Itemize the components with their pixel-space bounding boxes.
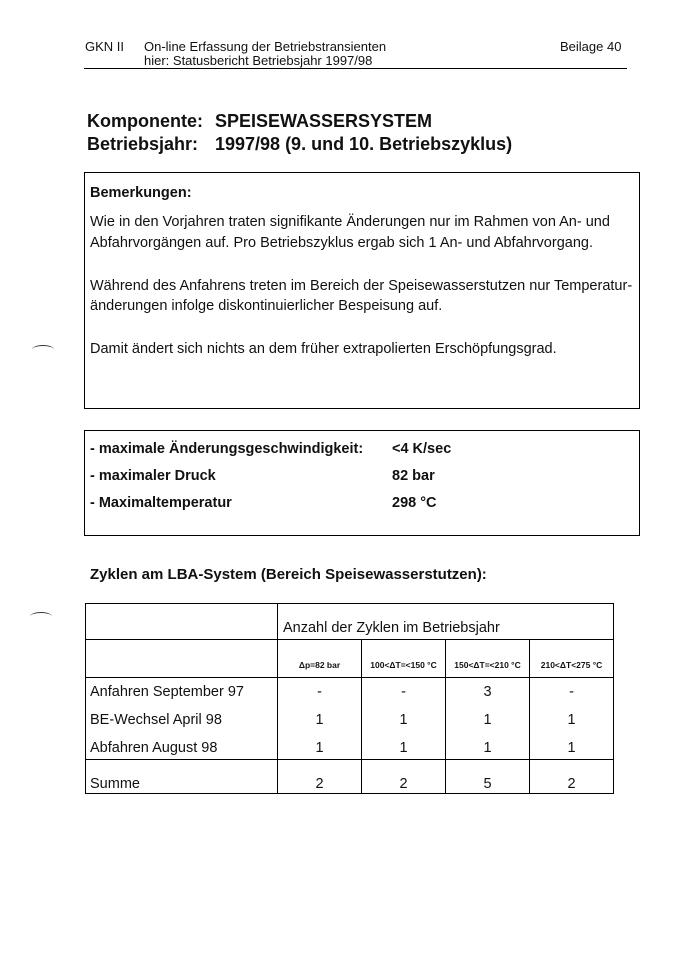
table-line [85, 603, 614, 604]
component-label: Komponente: [87, 111, 203, 131]
remarks-p1-line1: Wie in den Vorjahren traten signifikante Änderungen nur im Rahmen von An- und [90, 214, 610, 230]
table-cell: 1 [315, 712, 324, 728]
column-header: 210<ΔT<275 °C [540, 660, 603, 670]
table-line [85, 793, 614, 794]
total-label: Summe [90, 776, 140, 792]
remarks-p2-line1: Während des Anfahrens treten im Bereich der Speisewasserstutzen nur Temperatur- [90, 278, 633, 294]
margin-mark-2 [30, 612, 52, 621]
table-cell: 1 [567, 740, 576, 756]
total-cell: 5 [483, 776, 492, 792]
param-label-0: - maximale Änderungsgeschwindigkeit: [90, 441, 364, 457]
param-label-1: - maximaler Druck [90, 468, 216, 484]
row-label: BE-Wechsel April 98 [90, 712, 222, 728]
row-label: Abfahren August 98 [90, 740, 218, 756]
year-label: Betriebsjahr: [87, 134, 199, 154]
column-header: 150<ΔT=<210 °C [454, 660, 521, 670]
table-cell: 1 [567, 712, 576, 728]
header-line1: On-line Erfassung der Betriebstransienten [144, 39, 387, 54]
table-cell: 1 [483, 740, 492, 756]
remarks-p1-line2: Abfahrvorgängen auf. Pro Betriebszyklus ergab sich 1 An- und Abfahrvorgang. [90, 235, 593, 251]
table-cell: - [569, 684, 574, 700]
column-header: 100<ΔT=<150 °C [370, 660, 437, 670]
header-org: GKN II [85, 39, 125, 54]
table-line [613, 603, 614, 794]
component-value: SPEISEWASSERSYSTEM [215, 111, 433, 131]
header-attachment: Beilage 40 [560, 39, 622, 54]
remarks-p2-line2: änderungen infolge diskontinuierlicher Bespeisung auf. [90, 298, 443, 314]
table-group-header: Anzahl der Zyklen im Betriebsjahr [283, 620, 500, 636]
remarks-p3: Damit ändert sich nichts an dem früher extrapolierten Erschöpfungsgrad. [90, 341, 557, 357]
table-line [85, 603, 86, 794]
table-cell: 1 [399, 740, 408, 756]
total-cell: 2 [315, 776, 324, 792]
remarks-heading: Bemerkungen: [90, 185, 192, 201]
param-value-0: <4 K/sec [392, 441, 452, 457]
table-cell: - [317, 684, 322, 700]
table-cell: 3 [483, 684, 492, 700]
param-value-2: 298 °C [392, 495, 437, 511]
column-header: Δp=82 bar [298, 660, 341, 670]
table-cell: - [401, 684, 406, 700]
table-caption: Zyklen am LBA-System (Bereich Speisewasserstutzen): [90, 566, 487, 583]
table-line [85, 639, 614, 640]
header-line2: hier: Statusbericht Betriebsjahr 1997/98 [144, 53, 373, 68]
table-cell: 1 [315, 740, 324, 756]
table-line [85, 759, 614, 760]
margin-mark [32, 345, 54, 354]
table-cell: 1 [483, 712, 492, 728]
year-value: 1997/98 (9. und 10. Betriebszyklus) [215, 134, 513, 154]
table-cell: 1 [399, 712, 408, 728]
total-cell: 2 [567, 776, 576, 792]
table-line [85, 677, 614, 678]
total-cell: 2 [399, 776, 408, 792]
row-label: Anfahren September 97 [90, 684, 244, 700]
header-rule [84, 68, 627, 69]
param-value-1: 82 bar [392, 468, 435, 484]
param-label-2: - Maximaltemperatur [90, 495, 232, 511]
